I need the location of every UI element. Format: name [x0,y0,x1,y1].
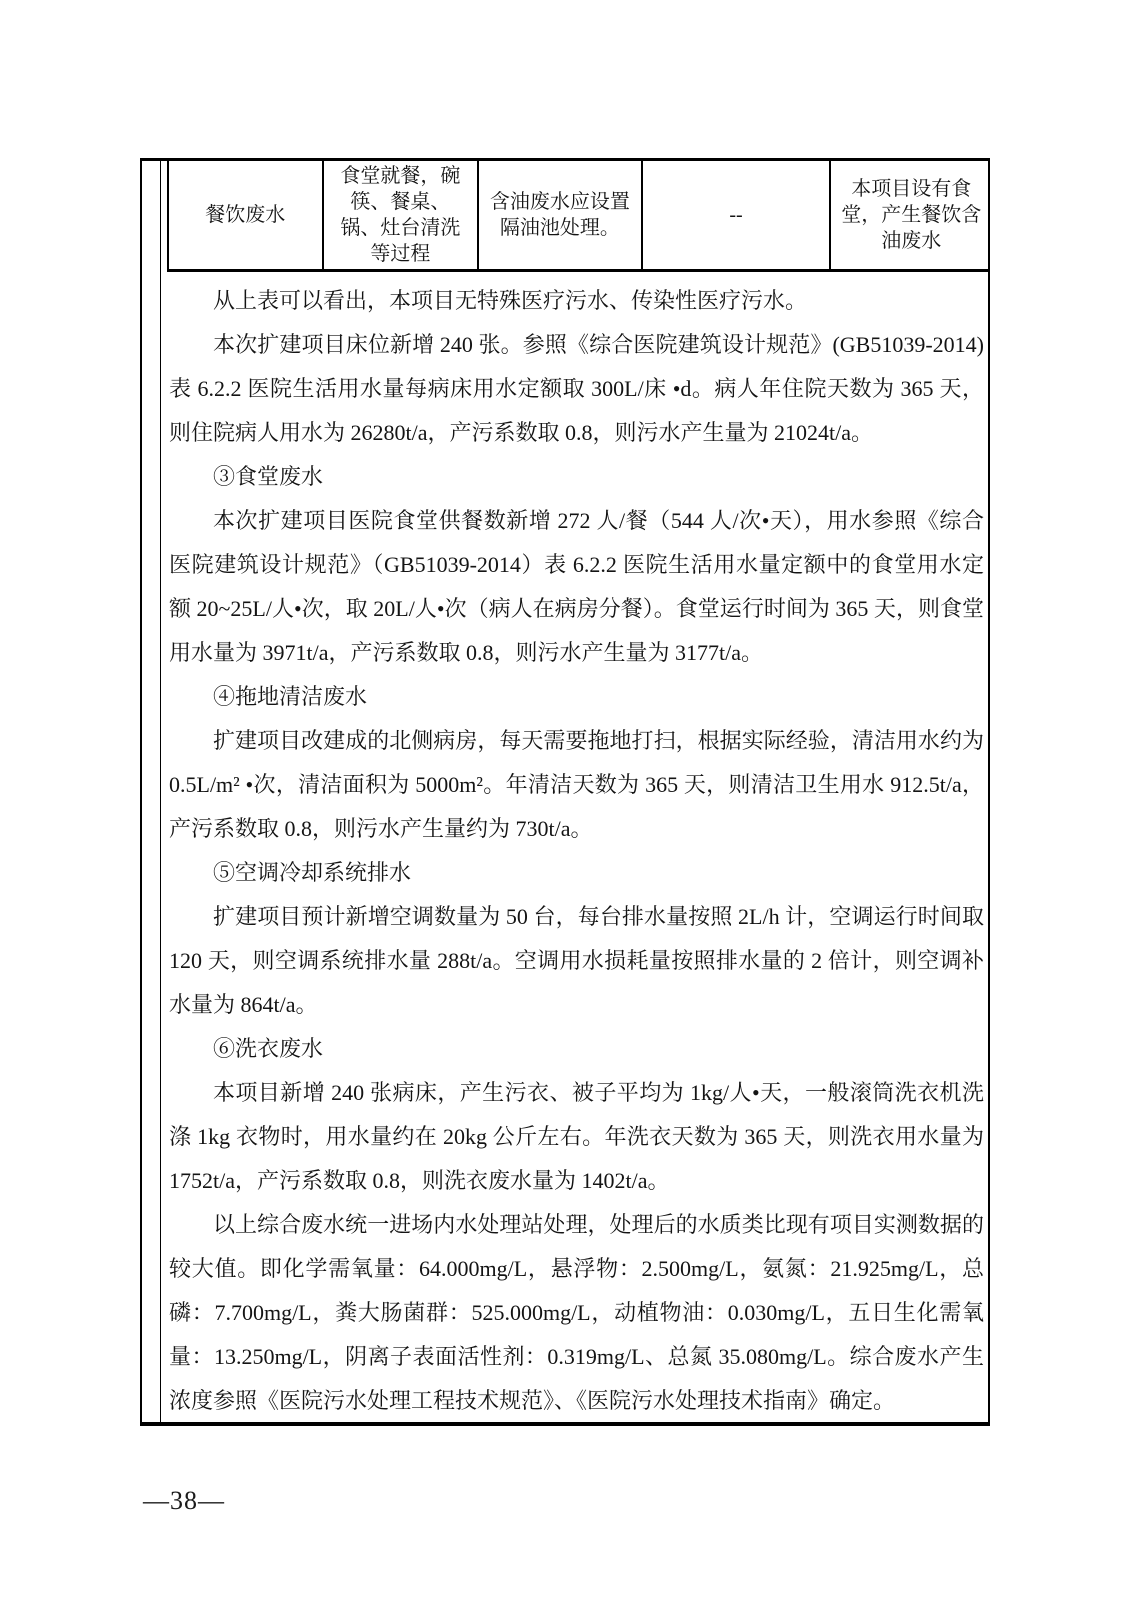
heading-canteen-wastewater: ③食堂废水 [213,464,324,489]
table-row [168,161,990,271]
cell-treatment-measure: 含油废水应设置隔油池处理。 [478,161,642,271]
content-cell [161,161,988,1422]
paragraph-laundry-water: 本项目新增 240 张病床，产生污衣、被子平均为 1kg/人•天，一般滚筒洗衣机洗涤 1kg 衣物时，用水量约在 20kg 公斤左右。年洗衣天数为 365 天，则洗衣用水量为 1752t/a，产污系数取 0.8，则洗衣废水量为 1402t/a。 [169,1080,984,1193]
body-text [167,272,988,1423]
wastewater-table-row [167,161,990,272]
cell-project-note: 本项目设有食堂，产生餐饮含油废水 [830,161,990,271]
cell-wastewater-type: 餐饮废水 [205,204,286,226]
table-frame [140,158,990,1426]
cell-standard: -- [642,161,831,271]
paragraph-combined-wastewater: 以上综合废水统一进场内水处理站处理，处理后的水质类比现有项目实测数据的较大值。即化学需氧量：64.000mg/L，悬浮物：2.500mg/L，氨氮：21.925mg/L，总磷：7.700mg/L，粪大肠菌群：525.000mg/L，动植物油：0.030mg/L，五日生化需氧量：13.250mg/L，阴离子表面活性剂：0.319mg/L、总氮 35.080mg/L。综合废水产生浓度参照《医院污水处理工程技术规范》、《医院污水处理技术指南》确定。 [169,1212,984,1413]
heading-mopping-wastewater: ④拖地清洁废水 [213,684,368,709]
heading-laundry-wastewater: ⑥洗衣废水 [213,1036,324,1061]
paragraph-mopping-water: 扩建项目改建成的北侧病房，每天需要拖地打扫，根据实际经验，清洁用水约为 0.5L/m² •次，清洁面积为 5000m²。年清洁天数为 365 天，则清洁卫生用水 912.5t/a，产污系数取 0.8，则污水产生量约为 730t/a。 [169,728,984,841]
heading-ac-cooling-drainage: ⑤空调冷却系统排水 [213,860,412,885]
paragraph-summary: 从上表可以看出，本项目无特殊医疗污水、传染性医疗污水。 [213,288,808,313]
paragraph-canteen-water: 本次扩建项目医院食堂供餐数新增 272 人/餐（544 人/次•天），用水参照《综合医院建筑设计规范》（GB51039-2014）表 6.2.2 医院生活用水量定额中的食堂用水定额 20~25L/人•次，取 20L/人•次（病人在病房分餐）。食堂运行时间为 365 天，则食堂用水量为 3971t/a，产污系数取 0.8，则污水产生量为 3177t/a。 [169,508,984,665]
cell-source-process: 食堂就餐，碗筷、餐桌、锅、灶台清洗等过程 [323,161,479,271]
gutter-column [142,161,161,1422]
paragraph-bed-water: 本次扩建项目床位新增 240 张。参照《综合医院建筑设计规范》(GB51039-2014) 表 6.2.2 医院生活用水量每病床用水定额取 300L/床 •d。病人年住院天数为 365 天，则住院病人用水为 26280t/a，产污系数取 0.8，则污水产生量为 21024t/a。 [169,332,984,445]
paragraph-ac-water: 扩建项目预计新增空调数量为 50 台，每台排水量按照 2L/h 计，空调运行时间取 120 天，则空调系统排水量 288t/a。空调用水损耗量按照排水量的 2 倍计，则空调补水量为 864t/a。 [169,904,984,1017]
page-number: —38— [143,1486,225,1515]
